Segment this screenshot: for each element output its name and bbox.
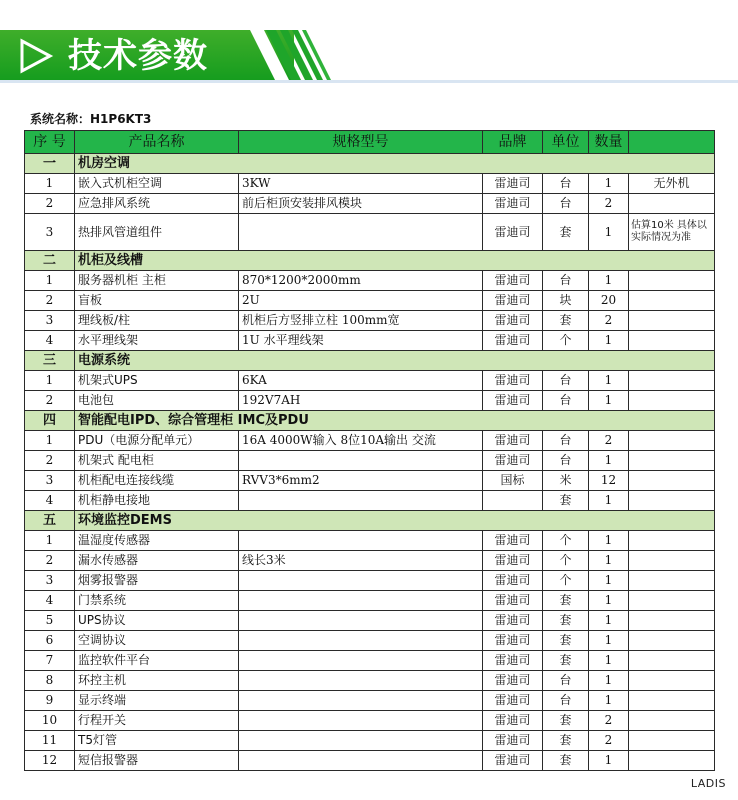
product-name: 应急排风系统 — [75, 194, 239, 214]
spec-model: 870*1200*2000mm — [239, 271, 483, 291]
row-number: 4 — [25, 491, 75, 511]
page-title: 技术参数 — [68, 36, 208, 76]
quantity: 1 — [589, 691, 629, 711]
table-row — [25, 451, 715, 471]
brand: 雷迪司 — [483, 371, 543, 391]
product-name: 监控软件平台 — [75, 651, 239, 671]
brand: 雷迪司 — [483, 631, 543, 651]
remark — [629, 391, 715, 411]
brand: 雷迪司 — [483, 291, 543, 311]
unit: 套 — [543, 491, 589, 511]
quantity: 2 — [589, 194, 629, 214]
banner-rule — [0, 80, 738, 83]
remark — [629, 551, 715, 571]
product-name: 空调协议 — [75, 631, 239, 651]
spec-model: 前后柜顶安装排风模块 — [239, 194, 483, 214]
product-name: T5灯管 — [75, 731, 239, 751]
quantity: 1 — [589, 751, 629, 771]
quantity: 1 — [589, 271, 629, 291]
remark — [629, 651, 715, 671]
brand: 雷迪司 — [483, 531, 543, 551]
spec-model — [239, 731, 483, 751]
brand — [483, 491, 543, 511]
unit: 米 — [543, 471, 589, 491]
row-number: 12 — [25, 751, 75, 771]
spec-model — [239, 214, 483, 251]
unit: 套 — [543, 711, 589, 731]
unit: 个 — [543, 531, 589, 551]
col-header-unit: 单位 — [543, 131, 589, 154]
quantity: 12 — [589, 471, 629, 491]
quantity: 1 — [589, 491, 629, 511]
remark — [629, 531, 715, 551]
brand: 雷迪司 — [483, 214, 543, 251]
remark — [629, 671, 715, 691]
section-row — [25, 511, 715, 531]
brand: 雷迪司 — [483, 551, 543, 571]
remark — [629, 311, 715, 331]
product-name: 热排风管道组件 — [75, 214, 239, 251]
quantity: 20 — [589, 291, 629, 311]
section-number: 四 — [25, 411, 75, 431]
table-row — [25, 751, 715, 771]
spec-model — [239, 451, 483, 471]
product-name: 显示终端 — [75, 691, 239, 711]
remark — [629, 631, 715, 651]
remark — [629, 491, 715, 511]
spec-model: 6KA — [239, 371, 483, 391]
col-header-name: 产品名称 — [75, 131, 239, 154]
unit: 台 — [543, 371, 589, 391]
brand: 雷迪司 — [483, 311, 543, 331]
row-number: 3 — [25, 311, 75, 331]
header-banner — [0, 30, 738, 82]
row-number: 11 — [25, 731, 75, 751]
unit: 套 — [543, 214, 589, 251]
product-name: PDU（电源分配单元） — [75, 431, 239, 451]
quantity: 1 — [589, 591, 629, 611]
col-header-qty: 数量 — [589, 131, 629, 154]
spec-model: 线长3米 — [239, 551, 483, 571]
quantity: 1 — [589, 371, 629, 391]
table-row — [25, 551, 715, 571]
brand: 雷迪司 — [483, 391, 543, 411]
remark — [629, 291, 715, 311]
spec-model: 1U 水平理线架 — [239, 331, 483, 351]
table-row — [25, 671, 715, 691]
section-number: 三 — [25, 351, 75, 371]
remark — [629, 194, 715, 214]
row-number: 6 — [25, 631, 75, 651]
product-name: 机架式 配电柜 — [75, 451, 239, 471]
unit: 台 — [543, 194, 589, 214]
row-number: 9 — [25, 691, 75, 711]
spec-table — [24, 130, 715, 771]
table-row — [25, 371, 715, 391]
product-name: 盲板 — [75, 291, 239, 311]
remark — [629, 431, 715, 451]
table-row — [25, 631, 715, 651]
quantity: 1 — [589, 174, 629, 194]
row-number: 2 — [25, 391, 75, 411]
row-number: 1 — [25, 271, 75, 291]
play-triangle-icon — [18, 38, 54, 74]
brand: 雷迪司 — [483, 671, 543, 691]
col-header-brand: 品牌 — [483, 131, 543, 154]
brand: 雷迪司 — [483, 431, 543, 451]
unit: 套 — [543, 591, 589, 611]
product-name: 漏水传感器 — [75, 551, 239, 571]
table-row — [25, 591, 715, 611]
brand: 雷迪司 — [483, 451, 543, 471]
product-name: 服务器机柜 主柜 — [75, 271, 239, 291]
table-row — [25, 571, 715, 591]
remark — [629, 691, 715, 711]
row-number: 4 — [25, 591, 75, 611]
unit: 台 — [543, 391, 589, 411]
remark: 无外机 — [629, 174, 715, 194]
brand: 雷迪司 — [483, 591, 543, 611]
quantity: 1 — [589, 331, 629, 351]
unit: 套 — [543, 651, 589, 671]
spec-model — [239, 591, 483, 611]
row-number: 1 — [25, 531, 75, 551]
product-name: 环控主机 — [75, 671, 239, 691]
brand: 雷迪司 — [483, 271, 543, 291]
table-row — [25, 491, 715, 511]
quantity: 1 — [589, 571, 629, 591]
remark — [629, 571, 715, 591]
table-row — [25, 331, 715, 351]
brand-watermark: LADIS — [690, 777, 726, 790]
brand: 雷迪司 — [483, 651, 543, 671]
spec-model: 2U — [239, 291, 483, 311]
table-row — [25, 271, 715, 291]
section-title: 机房空调 — [75, 154, 715, 174]
quantity: 2 — [589, 711, 629, 731]
quantity: 1 — [589, 451, 629, 471]
product-name: 门禁系统 — [75, 591, 239, 611]
spec-model: 16A 4000W输入 8位10A输出 交流 — [239, 431, 483, 451]
section-title: 机柜及线槽 — [75, 251, 715, 271]
table-row — [25, 651, 715, 671]
remark — [629, 731, 715, 751]
row-number: 5 — [25, 611, 75, 631]
product-name: 理线板/柱 — [75, 311, 239, 331]
product-name: 机柜静电接地 — [75, 491, 239, 511]
remark — [629, 591, 715, 611]
row-number: 2 — [25, 451, 75, 471]
section-row — [25, 411, 715, 431]
brand: 雷迪司 — [483, 691, 543, 711]
row-number: 1 — [25, 371, 75, 391]
spec-model — [239, 711, 483, 731]
system-name: 系统名称：H1P6KT3 — [30, 112, 152, 126]
table-header-row — [25, 131, 715, 154]
product-name: 机柜配电连接线缆 — [75, 471, 239, 491]
brand: 雷迪司 — [483, 194, 543, 214]
table-body — [25, 154, 715, 771]
remark — [629, 711, 715, 731]
spec-model — [239, 751, 483, 771]
brand: 国标 — [483, 471, 543, 491]
table-row — [25, 431, 715, 451]
product-name: 电池包 — [75, 391, 239, 411]
remark: 估算10米 具体以实际情况为准 — [629, 214, 715, 251]
unit: 个 — [543, 571, 589, 591]
unit: 套 — [543, 611, 589, 631]
product-name: 烟雾报警器 — [75, 571, 239, 591]
product-name: UPS协议 — [75, 611, 239, 631]
brand: 雷迪司 — [483, 331, 543, 351]
quantity: 1 — [589, 531, 629, 551]
row-number: 7 — [25, 651, 75, 671]
table-row — [25, 711, 715, 731]
table-row — [25, 691, 715, 711]
row-number: 3 — [25, 471, 75, 491]
row-number: 3 — [25, 214, 75, 251]
section-title: 环境监控DEMS — [75, 511, 715, 531]
spec-model — [239, 571, 483, 591]
brand: 雷迪司 — [483, 611, 543, 631]
col-header-no: 序 号 — [25, 131, 75, 154]
banner-stripes — [250, 30, 340, 82]
section-number: 一 — [25, 154, 75, 174]
product-name: 嵌入式机柜空调 — [75, 174, 239, 194]
unit: 块 — [543, 291, 589, 311]
row-number: 3 — [25, 571, 75, 591]
table-row — [25, 531, 715, 551]
unit: 台 — [543, 431, 589, 451]
unit: 台 — [543, 174, 589, 194]
spec-model — [239, 491, 483, 511]
table-row — [25, 471, 715, 491]
unit: 个 — [543, 551, 589, 571]
remark — [629, 751, 715, 771]
brand: 雷迪司 — [483, 571, 543, 591]
quantity: 1 — [589, 671, 629, 691]
remark — [629, 611, 715, 631]
spec-model — [239, 691, 483, 711]
row-number: 10 — [25, 711, 75, 731]
table-row — [25, 391, 715, 411]
spec-model: 192V7AH — [239, 391, 483, 411]
unit: 台 — [543, 671, 589, 691]
spec-model — [239, 531, 483, 551]
quantity: 1 — [589, 391, 629, 411]
product-name: 温湿度传感器 — [75, 531, 239, 551]
quantity: 1 — [589, 214, 629, 251]
spec-model: 3KW — [239, 174, 483, 194]
table-row — [25, 611, 715, 631]
table-row — [25, 174, 715, 194]
brand: 雷迪司 — [483, 751, 543, 771]
product-name: 短信报警器 — [75, 751, 239, 771]
col-header-remark — [629, 131, 715, 154]
row-number: 2 — [25, 291, 75, 311]
row-number: 8 — [25, 671, 75, 691]
col-header-spec: 规格型号 — [239, 131, 483, 154]
section-number: 二 — [25, 251, 75, 271]
product-name: 行程开关 — [75, 711, 239, 731]
section-title: 电源系统 — [75, 351, 715, 371]
unit: 套 — [543, 631, 589, 651]
table-row — [25, 311, 715, 331]
section-row — [25, 351, 715, 371]
spec-model: RVV3*6mm2 — [239, 471, 483, 491]
product-name: 水平理线架 — [75, 331, 239, 351]
spec-model: 机柜后方竖排立柱 100mm宽 — [239, 311, 483, 331]
section-number: 五 — [25, 511, 75, 531]
spec-model — [239, 611, 483, 631]
section-title: 智能配电IPD、综合管理柜 IMC及PDU — [75, 411, 715, 431]
quantity: 2 — [589, 431, 629, 451]
brand: 雷迪司 — [483, 711, 543, 731]
row-number: 2 — [25, 194, 75, 214]
quantity: 1 — [589, 631, 629, 651]
row-number: 1 — [25, 431, 75, 451]
remark — [629, 271, 715, 291]
unit: 个 — [543, 331, 589, 351]
remark — [629, 451, 715, 471]
remark — [629, 471, 715, 491]
unit: 台 — [543, 451, 589, 471]
row-number: 1 — [25, 174, 75, 194]
quantity: 1 — [589, 651, 629, 671]
unit: 套 — [543, 731, 589, 751]
table-row — [25, 731, 715, 751]
product-name: 机架式UPS — [75, 371, 239, 391]
brand: 雷迪司 — [483, 731, 543, 751]
section-row — [25, 251, 715, 271]
unit: 台 — [543, 271, 589, 291]
section-row — [25, 154, 715, 174]
spec-model — [239, 631, 483, 651]
spec-model — [239, 671, 483, 691]
brand: 雷迪司 — [483, 174, 543, 194]
quantity: 2 — [589, 311, 629, 331]
table-row — [25, 291, 715, 311]
unit: 套 — [543, 311, 589, 331]
quantity: 1 — [589, 611, 629, 631]
remark — [629, 371, 715, 391]
table-row — [25, 194, 715, 214]
row-number: 2 — [25, 551, 75, 571]
quantity: 2 — [589, 731, 629, 751]
unit: 套 — [543, 751, 589, 771]
remark — [629, 331, 715, 351]
spec-model — [239, 651, 483, 671]
row-number: 4 — [25, 331, 75, 351]
quantity: 1 — [589, 551, 629, 571]
unit: 台 — [543, 691, 589, 711]
table-row — [25, 214, 715, 251]
